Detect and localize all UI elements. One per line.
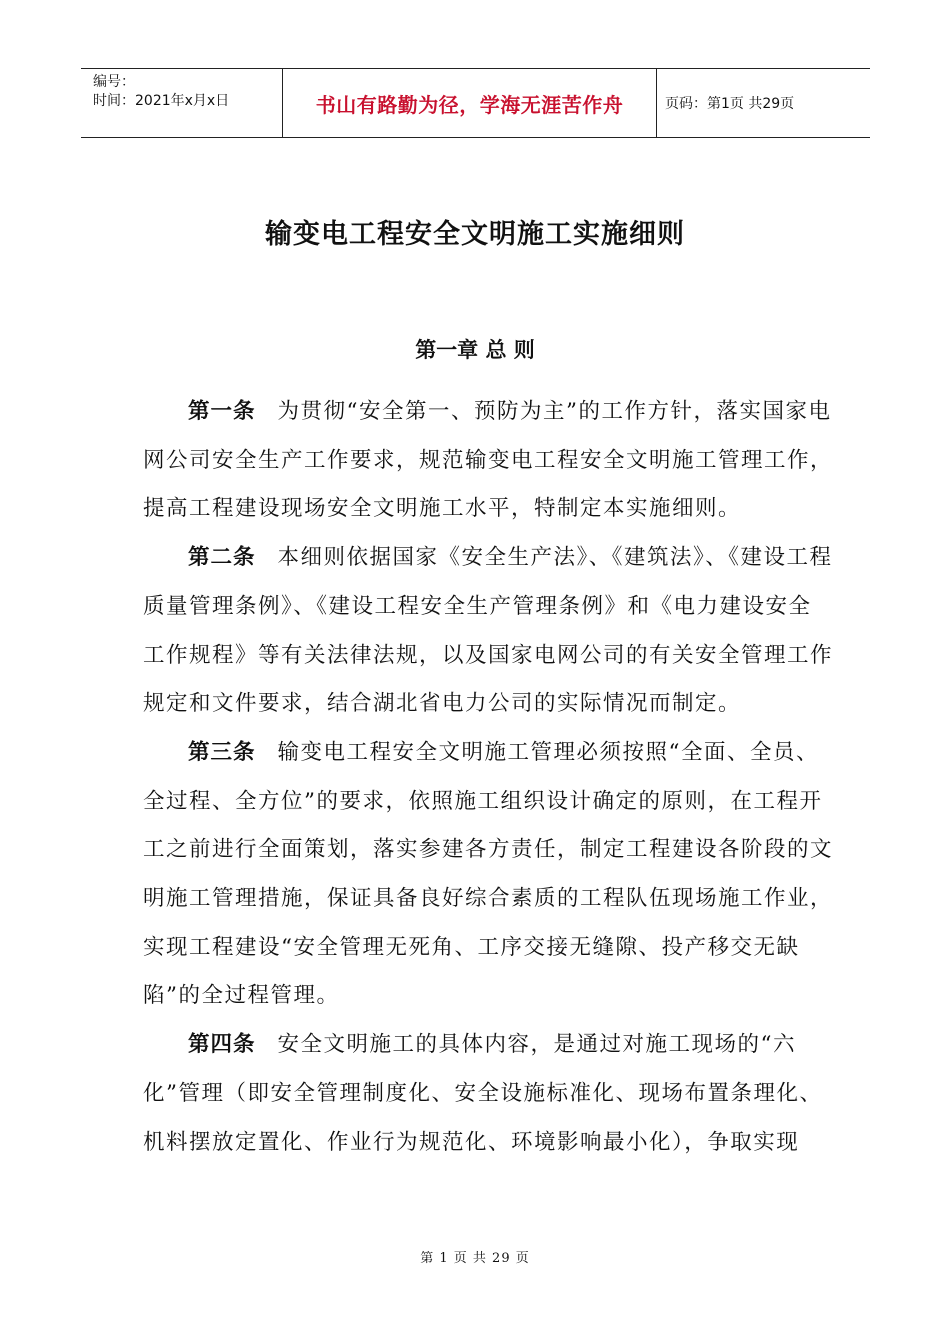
date-label: 时间：2021年x月x日	[93, 93, 230, 109]
article-3	[143, 729, 833, 1021]
article-text: 输变电工程安全文明施工管理必须按照“全面、全员、全过程、全方位”的要求，依照施工组织设计确定的原则，在工程开工之前进行全面策划，落实参建各方责任，制定工程建设各阶段的文明施工管理措施，保证具备良好综合素质的工程队伍现场施工作业，实现工程建设“安全管理无死角、工序交接无缝隙、投产移交无缺陷”的全过程管理。	[143, 739, 834, 1009]
page-header	[81, 68, 870, 138]
article-lead: 第四条	[188, 1032, 256, 1058]
article-lead: 第一条	[188, 399, 256, 424]
code-label: 编号：	[93, 74, 135, 90]
header-page-info: 页码：第1页 共29页	[665, 96, 795, 112]
header-motto: 书山有路勤为径，学海无涯苦作舟	[282, 69, 657, 137]
article-lead: 第二条	[188, 545, 256, 571]
header-meta	[81, 69, 282, 137]
article-lead: 第三条	[188, 739, 256, 765]
page-footer: 第 1 页 共 29 页	[420, 1251, 530, 1266]
chapter-title: 第一章 总 则	[415, 338, 535, 362]
document-title: 输变电工程安全文明施工实施细则	[265, 219, 685, 250]
article-text: 安全文明施工的具体内容，是通过对施工现场的“六化”管理（即安全管理制度化、安全设施标准化、现场布置条理化、机料摆放定置化、作业行为规范化、环境影响最小化），争取实现	[143, 1032, 823, 1155]
article-text: 本细则依据国家《安全生产法》、《建筑法》、《建设工程质量管理条例》、《建设工程安全生产管理条例》和《电力建设安全工作规程》等有关法律法规，以及国家电网公司的有关安全管理工作规定和文件要求，结合湖北省电力公司的实际情况而制定。	[143, 545, 834, 717]
document-body	[143, 388, 833, 1167]
article-4	[143, 1021, 833, 1167]
article-text: 为贯彻“安全第一、预防为主”的工作方针，落实国家电网公司安全生产工作要求，规范输变电工程安全文明施工管理工作，提高工程建设现场安全文明施工水平，特制定本实施细则。	[143, 399, 834, 522]
article-1	[143, 388, 833, 534]
article-2	[143, 534, 833, 729]
